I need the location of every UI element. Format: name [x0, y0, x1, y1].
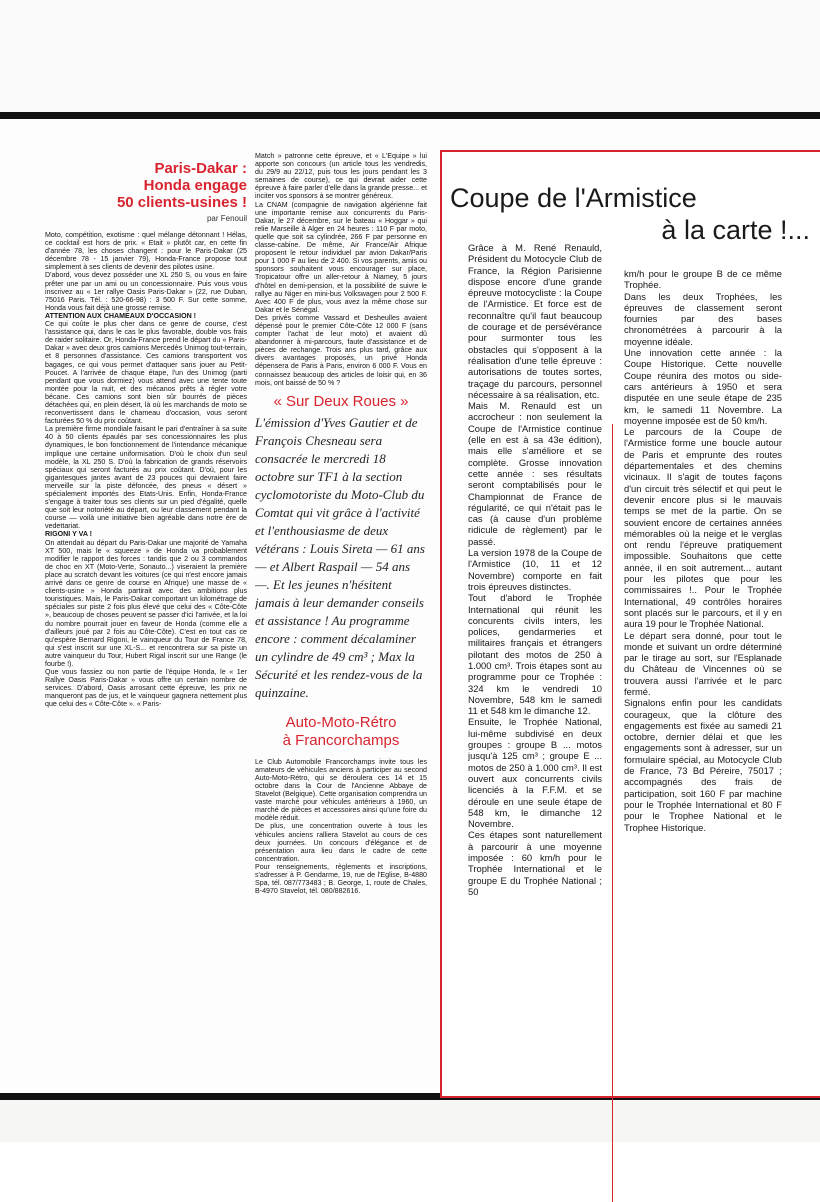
paragraph: Ce qui coûte le plus cher dans ce genre de course, c'est l'assistance qui, dans le cas le plus favorable, double vos frais de raider solitaire. Or, Honda-France prend le départ du « Paris-Dakar » avec deux gros camions Mercedès Unimog tout-terrain, et 8 personnes d'assistance. Ces camions transportent vos bagages, ce qui vous permet d'attaquer sans jouer au Petit-Poucet. A l'arrivée de chaque étape, l'un des Unimog (parti pendant que vous dormiez) vous attend avec une tente toute montée pour la nuit, et des mécanos prêts à régler votre bécane. Ces camions sont bien sûr bourrés de pièces détachées qui, en plein désert, là où les marchands de moto se reconvertissent dans le chameau d'occasion, vous seront facturées 50 % du prix coûtant. [45, 320, 247, 426]
armistice-paragraph: km/h pour le groupe B de ce même Trophée. [624, 268, 782, 291]
headline-line-2: Honda engage [143, 177, 247, 194]
armistice-paragraph: Le parcours de la Coupe de l'Armistice forme une boucle autour de Paris et emprunte des routes départementales et des chemins vicinaux. Il s'agit de toutes façons d'un circuit très sélectif et qui peut le devenir encore plus si le mauvais temps se met de la partie. On se souvient encore de certaines années mémorables où la neige et le verglas ont rendu l'épreuve pratiquement impossible. Souhaitons que cette année, il en soit autrement... autant pour les pilotes que pour les commissaires !.. Pour le Trophée International, 49 contrôles horaires sont placés sur le parcours, et il y en aura 19 pour le Trophée National. [624, 426, 782, 630]
armistice-paragraph: Le départ sera donné, pour tout le monde et suivant un ordre déterminé par le tirage au sort, sur l'Esplanade du Château de Vincennes où se trouvera aussi l'arrivée et le parc fermé. [624, 629, 782, 697]
armistice-paragraph: Ces étapes sont naturellement à parcourir à une moyenne imposée : 60 km/h pour le Trophée International et le groupe E du Trophée National ; 50 [468, 829, 602, 897]
subheading: RIGONI Y VA ! [45, 530, 93, 539]
auto-moto-retro-headline [255, 714, 427, 750]
armistice-paragraph: Dans les deux Trophées, les épreuves de classement seront fournies par des bases chronométrées à parcourir à la moyenne idéale. [624, 290, 782, 347]
page-top-margin [0, 0, 820, 112]
armistice-paragraph: Ensuite, le Trophée National, lui-même subdivisé en deux groupes : groupe B ... motos jusqu'à 125 cm³ ; groupe E ... motos de 250 à 1.000 cm³. Il est ouvert aux concurrents civils licenciés à la F.F.M. et se déroule en une seule étape de 548 km, le dimanche 12 Novembre. [468, 716, 602, 830]
paragraph: Moto, compétition, exotisme : quel mélange détonnant ! Hélas, ce cocktail est hors de prix. « Etait » plutôt car, en cette fin d'année 78, les choses changent : pour le Paris-Dakar (25 décembre 78 - 15 janvier 79), Honda-France propose tout simplement à ses clients de devenir des pilotes usine. [45, 231, 247, 272]
coupe-armistice-headline [450, 182, 810, 246]
headline-line-1: Auto-Moto-Rétro [285, 713, 397, 731]
headline-line-1: Paris-Dakar : [154, 160, 247, 177]
coupe-armistice-box [440, 150, 820, 1098]
byline: par Fenouil [206, 214, 247, 223]
armistice-paragraph: Signalons enfin pour les candidats courageux, que la clôture des engagements est fixée au samedi 21 octobre, dernier délai et que les engagements sont à adresser, sur un formulaire spécial, au Motocycle Club de France, 73 Bd Péreire, 75017 ; accompagnés des frais de participation, soit 160 F par machine pour le Trophée International et 80 F pour le Trophee National et le Trophee Historique. [624, 697, 782, 833]
paragraph: De plus, une concentration ouverte à tous les véhicules anciens ralliera Stavelot au cours de ces deux journées. Un concours d'élégance et de présentation aura lieu dans le cadre de cette concentration. [255, 822, 427, 863]
paragraph: Match » patronne cette épreuve, et « L'Equipe » lui apporte son concours (un article tous les vendredis, du 29/9 au 22/12, puis tous les jours pendant les 3 semaines de course), ce qui devrait aider cette épreuve à faire parler d'elle dans la grande presse... et inciter vos sponsors à se montrer généreux. [255, 152, 427, 201]
paragraph: La première firme mondiale faisant le pari d'entraîner à sa suite 40 à 50 clients épaulés par ses concessionnaires les plus dynamiques, le bon fonctionnement de l'intendance mécanique implique une certaine uniformisation. D'où le choix d'un seul modèle, la XL 250 S. D'où la fabrication de grands réservoirs spéciaux qui seront facturés au prix coûtant. D'où, pour les gigantesques jantes avant de 23 pouces qui devraient faire merveille sur la piste défoncée, des pneus « désert » spécialement importés des Etats-Unis. Enfin, Honda-France s'engage à traiter tous ses clients sur un pied d'égalité, quelle que soit leur notoriété au départ, ou leur classement pendant la course — voilà une initiative bien agréable dans notre ère de vedettariat. [45, 425, 247, 531]
paragraph: On attendait au départ du Paris-Dakar une majorité de Yamaha XT 500, mais le « squeeze » de Honda va probablement modifier le rapport des forces : tandis que 2 ou 3 commandos de choc en XT (Moto-Verte, Sonauto...) viseraient la première place au scratch devant les voitures (ce qui n'est encore jamais arrivé dans ce genre de course en Afrique) une masse de « clients-usine » Honda partirait avec des ambitions plus touristiques. Mais, le Paris-Dakar comportant un kilométrage de spéciales sur piste 2 fois plus élevé que celui des « Côte-Côte », beaucoup de choses peuvent se passer d'ici l'arrivée, et la loi du nombre pourrait jouer en faveur de Honda (comme elle a d'ailleurs joué par 2 fois au Côte-Côte). C'est en tout cas ce qu'espère Bernard Rigoni, le vainqueur du Tour de France 78, qui s'est inscrit sur une XL-S... et rencontrera sur sa piste un autre vainqueur du Tour, Hubert Rigal inscrit sur une Range (le fourbe !). [45, 538, 247, 668]
sur-deux-roues-headline: « Sur Deux Roues » [273, 392, 409, 410]
armistice-paragraph: Grâce à M. René Renauld, Président du Motocycle Club de France, la Région Parisienne dispose encore d'une grande épreuve motocycliste : la Coupe de l'Armistice. Et force est de reconnaître qu'il faut beaucoup de courage et de persévérance pour surmonter tous les obstacles qui s'opposent à la réalisation d'une telle épreuve : autorisations de toutes sortes, traçage du parcours, personnel nécessaire à sa réalisation, etc. [468, 242, 602, 400]
column-paris-dakar [45, 152, 247, 1107]
headline-line-1: Coupe de l'Armistice [450, 183, 697, 213]
paragraph: D'abord, vous devez posséder une XL 250 S, ou vous en faire prêter une par un ami ou un concessionnaire. Puis vous vous inscrivez au « 1er rallye Oasis Paris-Dakar » (22, rue Duban, 75016 Paris. Tél. : 520-66-98) : 3 500 F. Sur cette somme, Honda vous fait déjà une grosse remise. [45, 271, 247, 312]
armistice-paragraph: Une innovation cette année : la Coupe Historique. Cette nouvelle Coupe réunira des motos ou side-cars antérieurs à 1950 et sera disputée en une seule étape de 235 km, le samedi 11 Novembre. La moyenne imposée est de 50 km/h. [624, 347, 782, 426]
paragraph: Le Club Automobile Francorchamps invite tous les amateurs de véhicules anciens à participer au second Auto-Moto-Rétro, qui se déroulera ces 14 et 15 octobre dans la Cour de l'Ancienne Abbaye de Stavelot (Belgique). Cette organisation comprendra un vaste marché pour véhicules antérieurs à 1960, un marché de pièces et accessoires ainsi qu'une foire du modèle réduit. [255, 757, 427, 823]
column-middle [255, 152, 427, 1107]
armistice-column-1 [468, 242, 602, 1082]
armistice-paragraph: La version 1978 de la Coupe de l'Armistice (10, 11 et 12 Novembre) comporte en fait trois épreuves distinctes. [468, 547, 602, 592]
paragraph: Des privés comme Vassard et Desheulles avaient dépensé pour le premier Côte-Côte 12 000 F (sans compter l'achat de leur moto) et avaient dû abandonner à mi-parcours, faute d'assistance et de pièces de rechange. Trois ans plus tard, grâce aux divers avantages proposés, un privé Honda dépensera de Paris à Paris, environ 6 000 F. Vous en connaissez beaucoup des articles de loisir qui, en 36 mois, ont baissé de 50 % ? [255, 313, 427, 387]
subheading: ATTENTION AUX CHAMEAUX D'OCCASION ! [45, 311, 197, 320]
headline-line-2: à Francorchamps [282, 731, 400, 749]
paris-dakar-headline [45, 160, 247, 211]
armistice-paragraph: Tout d'abord le Trophée International qui réunit les concurents civils inters, les polices, gendarmeries et militaires français et étrangers pilotant des motos de 250 à 1.000 cm³. Trois étapes sont au programme pour ce Trophée : 324 km le vendredi 10 Novembre, 548 km le samedi 11 et 548 km le dimanche 12. [468, 592, 602, 717]
paragraph: Pour renseignements, règlements et inscriptions, s'adresser à P. Gendarme, 19, rue de l'Eglise, B-4880 Spa, tél. 087/773483 ; B. George, 1, route de Chales, B-4970 Stavelot, tél. 080/882616. [255, 862, 427, 896]
sur-deux-roues-body: L'émission d'Yves Gautier et de François Chesneau sera consacrée le mercredi 18 octobre sur TF1 à la section cyclomotoriste du Moto-Club du Comtat qui vit grâce à l'activité et l'enthousiasme de deux vétérans : Louis Sireta — 61 ans — et Albert Raspail — 54 ans —. Et les jeunes n'hésitent jamais à leur demander conseils et assistance ! Au programme encore : comment décalaminer un cylindre de 49 cm³ ; Max la Sécurité et les rendez-vous de la quinzaine. [255, 414, 425, 700]
headline-line-3: 50 clients-usines ! [116, 194, 247, 211]
armistice-paragraph: Mais M. Renauld est un accrocheur : non seulement la Coupe de l'Armistice continue (elle en est à sa 43e édition), mais elle s'améliore et se complète. Grosse innovation cette année : ses résultats seront comptabilisés pour le Championnat de France de régularité, ce qui n'était pas le cas (à cause d'un problème ridicule de règlement) par le passé. [468, 400, 602, 547]
column-divider [612, 424, 613, 1202]
paragraph: La CNAM (compagnie de navigation algérienne fait une importante remise aux concurrents du Paris-Dakar, le 27 décembre, sur le bateau « Hoggar » qui relie Marseille à Alger en 24 heures : 110 F par moto, quelle que soit sa cylindrée, 266 F par personne en classe-cabine. De même, Air France/Air Afrique proposent le retour individuel par avion Dakar/Paris pour 1 000 F au lieu de 2 400. Si vos parents, amis ou sponsors souhaitent vous encourager sur place, Tropicatour offre un aller-retour à Niamey, 5 jours d'hôtel en demi-pension, et la possibilité de suivre le rallye au Niger en mini-bus Volkswagen pour 2 500 F. Avec 400 F de plus, vous avez la même chose sur Dakar et le Sénégal. [255, 200, 427, 314]
paragraph: Que vous fassiez ou non partie de l'équipe Honda, le « 1er Rallye Oasis Paris-Dakar » vous offre un certain nombre de services. D'abord, Oasis arrosant cette épreuve, les prix ne manqueront pas de jus, et le vainqueur gagnera nettement plus que celui des « Côte-Côte ». « Paris- [45, 668, 247, 709]
headline-line-2: à la carte !... [661, 215, 810, 245]
armistice-column-2 [624, 268, 782, 1080]
